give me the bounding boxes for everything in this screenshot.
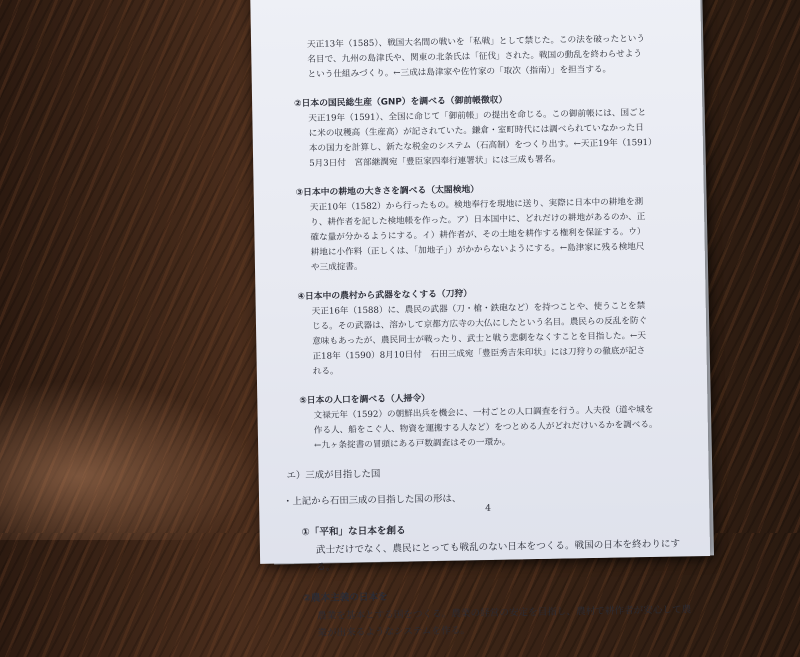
goal-body: 武士だけでなく、農民にとっても戦乱のない日本をつくる。戦国の日本を終わりにする。 (315, 538, 681, 574)
goal-body: 農業を基本とする国をつくる。農業の経営の安定を目指し、農村で耕作者が安心して農 業が出来るようなシステムを作る。 (316, 604, 692, 640)
goal-peace (301, 518, 697, 577)
section-body: 天正16年（1588）に、農民の武器（刀・槍・鉄砲など）を持つことや、使うことを禁 じる。その武器は、溶かして京都方広寺の大仏にしたという名目。農民らの反乱を防ぐ 意味もあったが、農民同士が戦ったり、武士と戦う悲劇をなくすことを目指した。←天 正18年（1590）8月10日付 石田三成宛「豊臣秀吉朱印状」には刀狩りの徹底が記さ れる。 (311, 301, 648, 377)
section-body: 天正19年（1591）、全国に命じて「御前帳」の提出を命じる。この御前帳には、国ごと に米の収穫高（生産高）が記されていた。鎌倉・室町時代には調べられていなかった日 本の国力を計算し、新たな税金のシステム（石高制）をつくり出す。←天正19年（1591） 5月3日付 宮部継潤宛「豊臣家四奉行連署状」には三成も署名。 (308, 108, 657, 169)
document-content (282, 31, 699, 656)
section-title: ⑤日本の人口を調べる（人掃令） (299, 393, 430, 407)
section-body: 文禄元年（1592）の朝鮮出兵を機会に、一村ごとの人口調査を行う。人夫役（道や城を 作る人、船をこぐ人、物資を運搬する人など）をつとめる人がどれだけいるかを調べる。 ←九ヶ条掟書の冒頭にある戸数調査はその一環か。 (313, 404, 658, 451)
document-page (250, 0, 710, 640)
goal-title: ②農本主義の日本を (302, 592, 388, 605)
section-sword-hunt (297, 282, 694, 380)
section-title: ②日本の国民総生産（GNP）を調べる（御前帳徴収） (294, 95, 508, 110)
section-land-survey (296, 178, 693, 276)
desk-surface (0, 380, 260, 540)
intro-paragraph: 天正13年（1585）、戦国大名間の戦いを「私戦」として禁じた。この法を破ったという 名目で、九州の島津氏や、関東の北条氏は「征伐」された。戦国の動乱を終わらせよう という仕組みづくり。←三成は島津家や佐竹家の「取次（指南）」を担当する。 (307, 34, 646, 80)
section-population (299, 386, 695, 454)
section-gnp (294, 89, 690, 172)
goal-agrarianism (303, 584, 699, 643)
conclusion-lead: ・上記から石田三成の目指した国の形は、 (282, 493, 462, 508)
section-title: ③日本中の耕地の大きさを調べる（太閤検地） (295, 184, 480, 199)
conclusion-heading: エ）三成が目指した国 (286, 468, 381, 482)
section-body: 天正10年（1582）から行ったもの。検地奉行を現地に送り、実際に日本中の耕地を測 り、耕作者を記した検地帳を作った。ア）日本国中に、どれだけの耕地があるのか、正 確な量が分かるようにする。イ）耕作者が、その土地を耕作する権利を保証する。ウ） 耕地に小作料（正しくは、「加地子」）がかからないようにする。←島津家に残る検地尺 や三成掟書。 (309, 197, 646, 273)
goal-title: ①「平和」な日本を創る (301, 525, 406, 539)
section-title: ④日本中の農村から武器をなくする（刀狩） (297, 289, 473, 303)
page-number: 4 (485, 503, 492, 514)
